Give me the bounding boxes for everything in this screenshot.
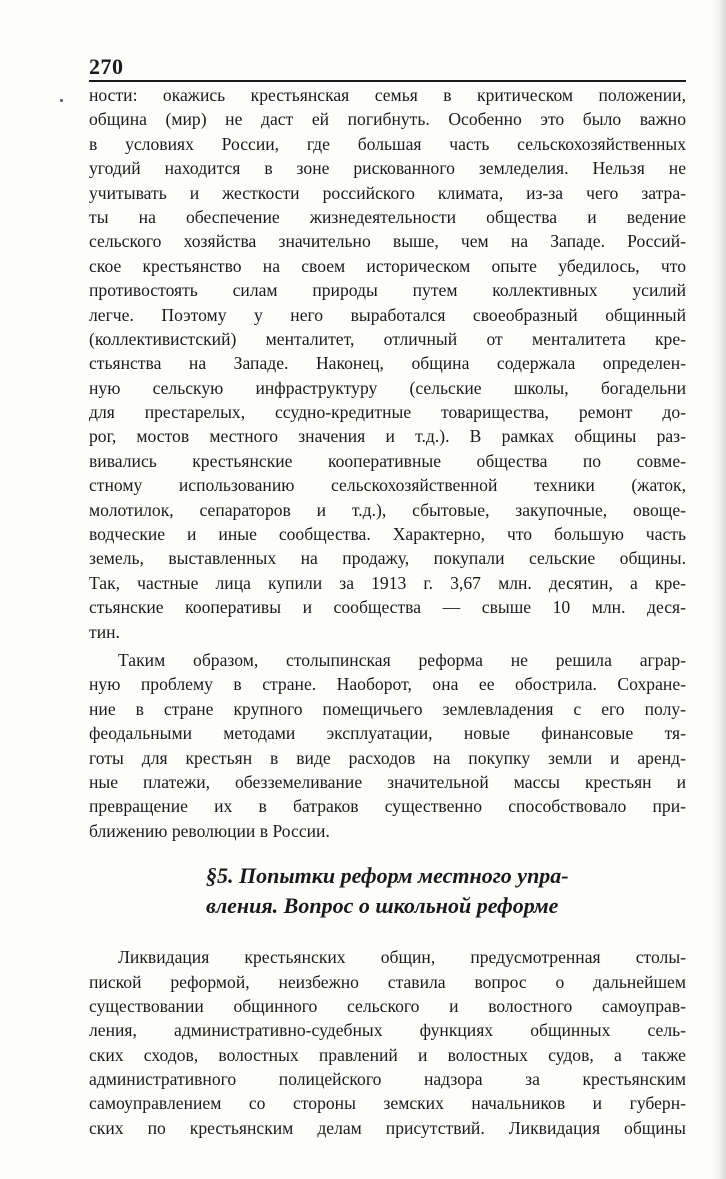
text-line: ления, административно-судебных функциях общинных сель- [89, 1020, 686, 1041]
page-number: 270 [89, 54, 124, 79]
text-line: вивались крестьянские кооперативные общества по совме- [89, 450, 686, 471]
text-line: водческие и иные сообщества. Характерно, что большую часть [89, 524, 686, 545]
text-line: угодий находится в зоне рискованного земледелия. Нельзя не [89, 158, 686, 179]
text-line: ности: окажись крестьянская семья в критическом положении, [89, 85, 686, 105]
text-line: учитывать и жесткости российского климата, из-за чего затра- [89, 182, 686, 203]
text-line: самоуправлением со стороны земских начальников и губерн- [89, 1093, 686, 1114]
text-line: молотилок, сепараторов и т.д.), сбытовые, закупочные, овоще- [89, 499, 686, 520]
text-line: Ликвидация крестьянских общин, предусмотренная столы- [118, 947, 686, 968]
text-line: феодальными методами эксплуатации, новые финансовые тя- [89, 723, 686, 744]
text-line: стному использованию сельскохозяйственной техники (жаток, [89, 475, 686, 496]
section-heading-line-1: §5. Попытки реформ местного упра- [206, 863, 569, 889]
paragraph-2 [89, 648, 686, 843]
text-line: противостоять силам природы путем коллективных усилий [89, 280, 686, 301]
text-line: превращение их в батраков существенно способствовало при- [89, 796, 686, 817]
section-heading [89, 861, 686, 921]
text-line: ближению революции в России. [89, 820, 330, 841]
text-line: легче. Поэтому у него выработался своеобразный общинный [89, 304, 686, 325]
text-line: ные платежи, обезземеливание значительной массы крестьян и [89, 771, 686, 792]
text-line: община (мир) не даст ей погибнуть. Особенно это было важно [89, 109, 686, 130]
text-line: ских сходов, волостных правлений и волостных судов, а также [89, 1044, 686, 1065]
text-line: тин. [89, 621, 120, 642]
text-line: административного полицейского надзора за крестьянским [89, 1069, 686, 1090]
text-line: рог, мостов местного значения и т.д.). В рамках общины раз- [89, 426, 686, 447]
body-text [89, 83, 686, 1140]
text-line: в условиях России, где большая часть сельскохозяйственных [89, 133, 686, 154]
text-line: ную сельскую инфраструктуру (сельские школы, богадельни [89, 377, 686, 398]
page-edge-shadow [712, 0, 726, 1179]
text-line: Таким образом, столыпинская реформа не решила аграр- [118, 649, 686, 670]
paragraph-3 [89, 945, 686, 1140]
text-line: ную проблему в стране. Наоборот, она ее обострила. Сохране- [89, 674, 686, 695]
text-line: для престарелых, ссудно-кредитные товарищества, ремонт до- [89, 402, 686, 423]
text-line: Так, частные лица купили за 1913 г. 3,67 млн. десятин, а кре- [89, 572, 686, 593]
scan-speck [60, 99, 63, 102]
text-line: существовании общинного сельского и волостного самоуправ- [89, 995, 686, 1016]
text-line: ских по крестьянским делам присутствий. Ликвидация общины [89, 1117, 686, 1138]
text-line: стьянские кооперативы и сообщества — свыше 10 млн. деся- [89, 597, 686, 618]
text-line: ты на обеспечение жизнедеятельности общества и ведение [89, 206, 686, 227]
text-line: стьянства на Западе. Наконец, община содержала определен- [89, 353, 686, 374]
paragraph-1 [89, 83, 686, 644]
text-line: земель, выставленных на продажу, покупали сельские общины. [89, 548, 686, 569]
text-line: (коллективистский) менталитет, отличный от менталитета кре- [89, 328, 686, 349]
text-line: сельского хозяйства значительно выше, чем на Западе. Россий- [89, 231, 686, 252]
header-rule [89, 80, 686, 82]
section-heading-line-2: вления. Вопрос о школьной реформе [206, 893, 559, 919]
text-line: ское крестьянство на своем историческом опыте убедилось, что [89, 255, 686, 276]
text-line: пиской реформой, неизбежно ставила вопрос о дальнейшем [89, 971, 686, 992]
text-line: ние в стране крупного помещичьего землевладения с его полу- [89, 698, 686, 719]
text-line: готы для крестьян в виде расходов на покупку земли и аренд- [89, 747, 686, 768]
